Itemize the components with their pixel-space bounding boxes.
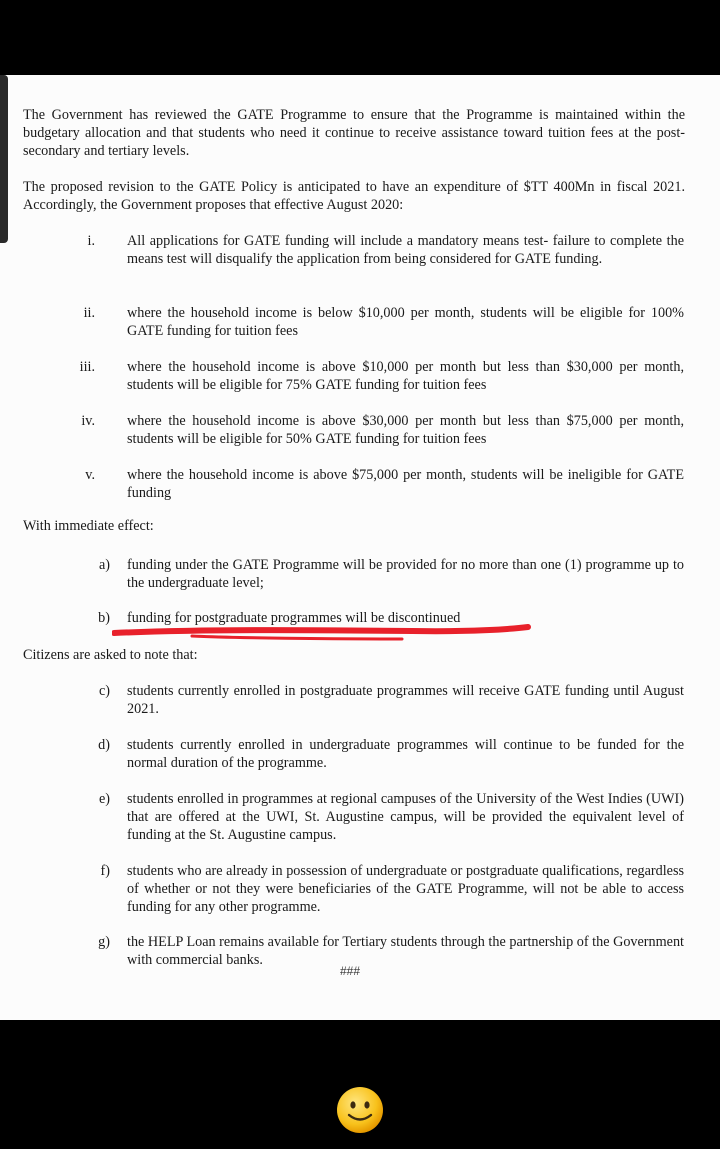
intro-paragraph: The Government has reviewed the GATE Programme to ensure that the Programme is maintained within the budgetary allocation and that students who need it continue to receive assistance toward tuition fees at the post-secondary and tertiary levels. (23, 107, 685, 159)
list-text: where the household income is above $10,000 per month but less than $30,000 per month, students will be eligible for 75% GATE funding for tuition fees (127, 359, 684, 393)
list-text: students who are already in possession of undergraduate or postgraduate qualifications, regardless of whether or not they were beneficiaries of the GATE Programme, will not be able to access funding for any other programme. (127, 863, 684, 915)
list-letter: a) (98, 557, 110, 573)
list-number: iv. (81, 413, 95, 429)
list-number: v. (85, 467, 95, 483)
smiley-face-icon (336, 1086, 384, 1134)
list-letter: c) (98, 683, 110, 699)
list-text: the HELP Loan remains available for Tertiary students through the partnership of the Government with commercial banks. (127, 934, 684, 968)
end-mark: ### (340, 964, 361, 978)
list-text: All applications for GATE funding will include a mandatory means test- failure to complete the means test will disqualify the application from being considered for GATE funding. (127, 233, 684, 267)
list-text: students enrolled in programmes at regional campuses of the University of the West Indies (UWI) that are offered at the UWI, St. Augustine campus, will be provided the equivalent level of funding at the St. Augustine campus. (127, 791, 684, 843)
list-letter: b) (98, 610, 110, 626)
list-text: where the household income is above $75,000 per month, students will be ineligible for GATE funding (127, 467, 684, 501)
red-highlight-underline (112, 623, 532, 643)
list-text: funding for postgraduate programmes will be discontinued (127, 610, 461, 626)
list-number: i. (87, 233, 95, 249)
immediate-effect-heading: With immediate effect: (23, 518, 154, 534)
citizens-note-heading: Citizens are asked to note that: (23, 647, 198, 663)
list-letter: d) (98, 737, 110, 753)
revision-paragraph: The proposed revision to the GATE Policy is anticipated to have an expenditure of $TT 400Mn in fiscal 2021. Accordingly, the Government proposes that effective August 2020: (23, 179, 685, 213)
top-black-bar (0, 0, 720, 75)
list-letter: g) (98, 934, 110, 950)
list-number: ii. (83, 305, 95, 321)
list-letter: f) (100, 863, 110, 879)
list-text: funding under the GATE Programme will be provided for no more than one (1) programme up to the undergraduate level; (127, 557, 684, 591)
list-letter: e) (98, 791, 110, 807)
list-number: iii. (79, 359, 95, 375)
left-edge-tab (0, 75, 8, 243)
list-text: where the household income is below $10,000 per month, students will be eligible for 100% GATE funding for tuition fees (127, 305, 684, 339)
list-text: where the household income is above $30,000 per month but less than $75,000 per month, students will be eligible for 50% GATE funding for tuition fees (127, 413, 684, 447)
list-text: students currently enrolled in undergraduate programmes will continue to be funded for the normal duration of the programme. (127, 737, 684, 771)
list-text: students currently enrolled in postgraduate programmes will receive GATE funding until August 2021. (127, 683, 684, 717)
